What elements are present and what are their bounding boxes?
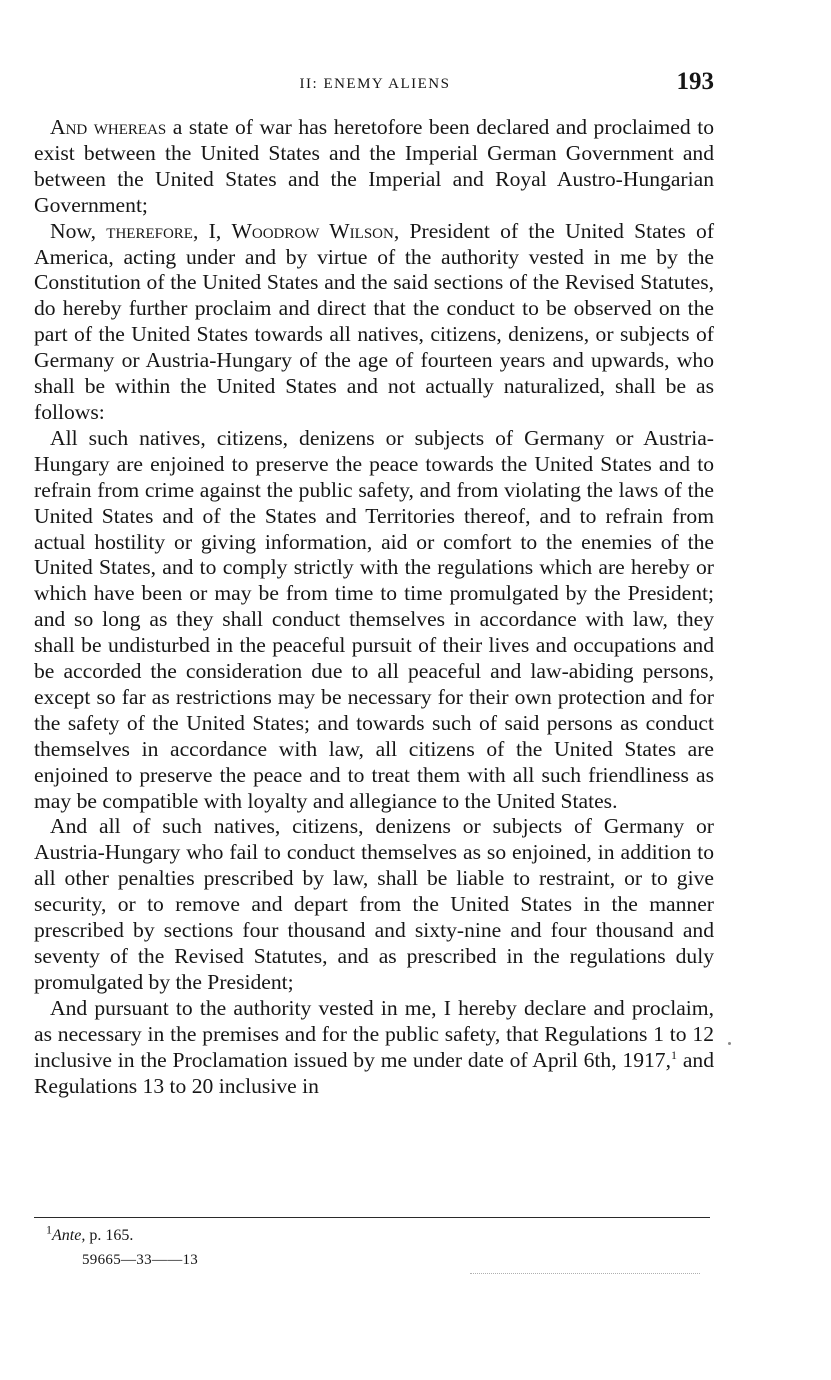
running-head [36, 68, 714, 102]
paragraph-lead-now: Now, [50, 218, 96, 243]
paragraph-now-therefore [34, 219, 714, 426]
body-text [34, 115, 714, 1099]
footnote-mark: 1 [46, 1222, 52, 1237]
paragraph-text: And all of such natives, citizens, denizens or subjects of Germany or Austria-Hungary who fail to conduct themselves as so enjoined, in addition to all other penalties prescribed by law, shall be liable to restraint, or to give security, or to remove and depart from the United States in the manner prescribed by sections four thousand and sixty-nine and four thousand and seventy of the Revised Statutes, and as prescribed in the regulations duly promulgated by the President; [34, 814, 714, 994]
scan-speck [728, 1042, 731, 1045]
paragraph-pursuant [34, 996, 714, 1100]
running-title: II: ENEMY ALIENS [299, 76, 451, 92]
footnote-reference-mark: 1 [671, 1047, 678, 1062]
paragraph-text: and Regulations 13 to 20 inclusive in [34, 1047, 715, 1098]
scan-speck [470, 1273, 700, 1275]
paragraph-text: All such natives, citizens, denizens or subjects of Germany or Austria-Hungary are enjoined to preserve the peace towards the United States and to refrain from crime against the public safety, and from violating the laws of the United States and of the States and Territories thereof, and to refrain from actual hostility or giving information, aid or comfort to the enemies of the United States, and to comply strictly with the regulations which are hereby or which have been or may be from time to time promulgated by the President; and so long as they shall conduct themselves in accordance with law, they shall be undisturbed in the peaceful pursuit of their lives and occupations and be accorded the consideration due to all peaceful and law-abiding persons, except so far as restrictions may be necessary for their own protection and for the safety of the United States; and towards such of said persons as conduct themselves in accordance with law, all citizens of the United States are enjoined to preserve the peace and to treat them with all such friendliness as may be compatible with loyalty and allegiance to the United States. [34, 425, 714, 813]
paragraph-text: a state of war has heretofore been declared and proclaimed to exist between the United States and the Imperial German Government and between the United States and the Imperial and Royal Austro-Hungarian Government; [34, 115, 714, 217]
signer-name: Woodrow Wilson, [231, 218, 400, 243]
paragraph-all-such-natives [34, 426, 714, 815]
footnote [46, 1222, 134, 1246]
page-number: 193 [676, 68, 714, 95]
footnote-divider [34, 1217, 710, 1218]
paragraph-text: President of the United States of America, acting under and by virtue of the authority vested in me by the Constitution of the United States and the said sections of the Revised Statutes, do hereby further proclaim and direct that the conduct to be observed on the part of the United States towards all natives, citizens, denizens, or subjects of Germany or Austria-Hungary of the age of fourteen years and upwards, who shall be within the United States and not actually naturalized, shall be as follows: [34, 218, 715, 424]
paragraph-text: And pursuant to the authority vested in me, I hereby declare and proclaim, as necessary in the premises and for the public safety, that Regulations 1 to 12 inclusive in the Proclamation issued by me under date of April 6th, 1917, [34, 995, 714, 1072]
paragraph-between: I, [198, 218, 232, 243]
paragraph-penalties [34, 814, 714, 995]
printer-code: 59665—33——13 [82, 1252, 199, 1268]
paragraph-lead-therefore: therefore, [106, 218, 199, 243]
paragraph-whereas [34, 115, 714, 219]
paragraph-lead-whereas: And whereas [50, 115, 167, 139]
footnote-ref: Ante, [52, 1227, 86, 1244]
footnote-text: p. 165. [85, 1227, 134, 1244]
